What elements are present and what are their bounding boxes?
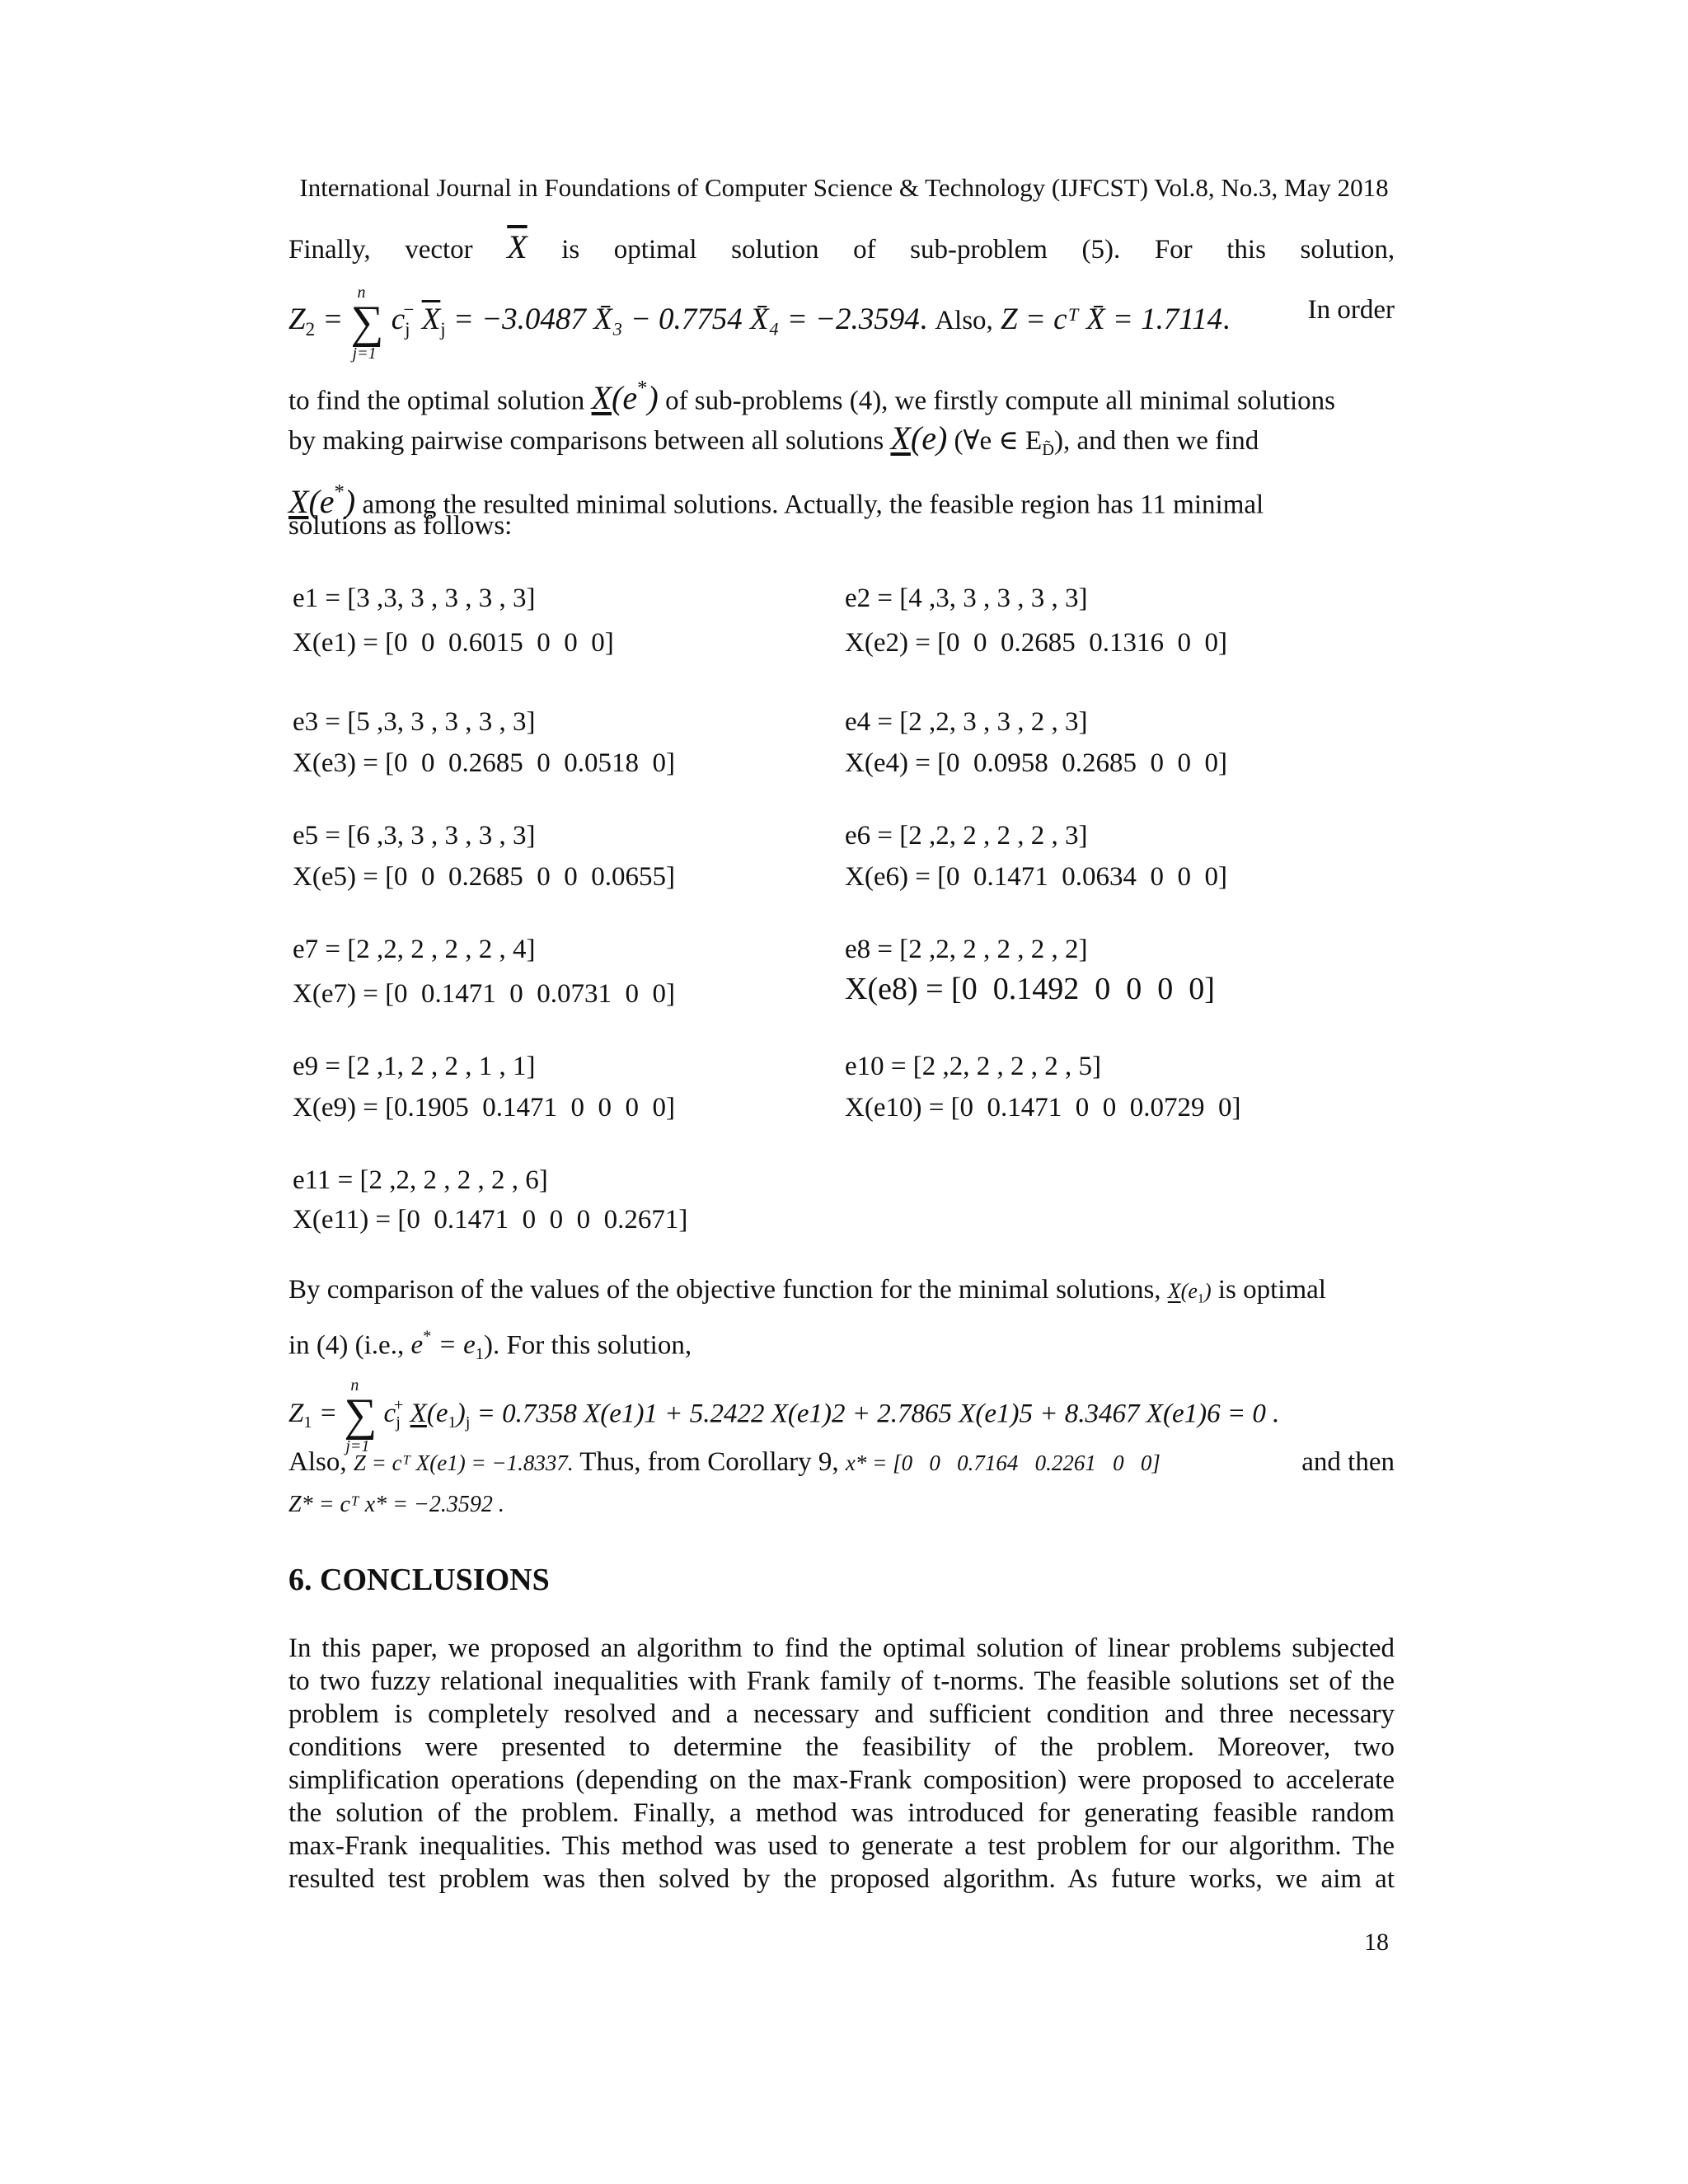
- solution-x9: X(e9) = [0.1905 0.1471 0 0 0 0]: [293, 1093, 676, 1122]
- comparison-line-2: in (4) (i.e., $e^* = e_1$). For this solution,: [288, 1328, 692, 1364]
- conclusion-line-1: In this paper, we proposed an algorithm to find the optimal solution of linear problems subjected: [288, 1633, 1395, 1663]
- intro-line-1: Finally, vector $\overline{X}$ is optimal solution of sub-problem (5). For this solution,: [288, 228, 1395, 265]
- solution-x10: X(e10) = [0 0.1471 0 0 0.0729 0]: [845, 1093, 1241, 1122]
- solution-x2: X(e2) = [0 0 0.2685 0.1316 0 0]: [845, 628, 1228, 658]
- solution-x1: X(e1) = [0 0 0.6015 0 0 0]: [293, 628, 614, 658]
- solution-e6: e6 = [2 ,2, 2 , 2 , 2 , 3]: [845, 821, 1088, 851]
- section-heading: 6. CONCLUSIONS: [288, 1563, 550, 1597]
- conclusion-line-7: max-Frank inequalities. This method was used to generate a test problem for our algorithm. The: [288, 1831, 1395, 1861]
- solution-x8: X(e8) = [0 0.1492 0 0 0 0]: [845, 972, 1215, 1006]
- comparison-line-1: By comparison of the values of the objective function for the minimal solutions, $X(e_1)$ is optimal: [288, 1275, 1326, 1306]
- conclusion-line-6: the solution of the problem. Finally, a method was introduced for generating feasible random: [288, 1798, 1395, 1828]
- summation-symbol: ∑ n j=1: [344, 1376, 377, 1456]
- intro-line-5: X(e*) among the resulted minimal solutions. Actually, the feasible region has 11 minimal: [288, 481, 1264, 521]
- solution-e2: e2 = [4 ,3, 3 , 3 , 3 , 3]: [845, 583, 1088, 613]
- z1-expression: = 0.7358 X(e1)1 + 5.2422 X(e1)2 + 2.7865 X(e1)5 + 8.3467 X(e1)6 = 0 .: [476, 1399, 1280, 1429]
- summation-symbol: ∑ n j=1: [350, 284, 384, 363]
- intro-line-4: by making pairwise comparisons between all solutions X(e) (∀e ∈ $E_{D̃}$), and then we find: [288, 419, 1259, 460]
- solution-e9: e9 = [2 ,1, 2 , 2 , 1 , 1]: [293, 1052, 536, 1081]
- z2-equation-line: $Z_2$ = ∑ n j=1 $c_j^-$ $\overline{X}_j = -3.0487$ X̄₃ − 0.7754 X̄₄ = −2.3594. Also, Z = cᵀ X̄ = 1.7114. In order: [288, 284, 1395, 363]
- x-bar-symbol: $\overline{X}$: [507, 228, 528, 265]
- solution-e5: e5 = [6 ,3, 3 , 3 , 3 , 3]: [293, 821, 536, 851]
- section-title: CONCLUSIONS: [320, 1563, 550, 1597]
- solution-e11: e11 = [2 ,2, 2 , 2 , 2 , 6]: [293, 1165, 548, 1195]
- solution-x6: X(e6) = [0 0.1471 0.0634 0 0 0]: [845, 862, 1228, 892]
- solution-e3: e3 = [5 ,3, 3 , 3 , 3 , 3]: [293, 707, 536, 737]
- conclusion-line-4: conditions were presented to determine the feasibility of the problem. Moreover, two: [288, 1732, 1395, 1762]
- solution-x4: X(e4) = [0 0.0958 0.2685 0 0 0]: [845, 748, 1228, 778]
- solution-e4: e4 = [2 ,2, 3 , 3 , 2 , 3]: [845, 707, 1088, 737]
- solution-x5: X(e5) = [0 0 0.2685 0 0 0.0655]: [293, 862, 676, 892]
- comparison-also-line: Also, Z = cᵀ X(e1) = −1.8337. Thus, from Corollary 9, x* = [0 0 0.7164 0.2261 0 0] and then: [288, 1447, 1395, 1477]
- conclusion-line-2: to two fuzzy relational inequalities with Frank family of t-norms. The feasible solutions set of the: [288, 1666, 1395, 1696]
- running-header: International Journal in Foundations of Computer Science & Technology (IJFCST) Vol.8, No.3, May 2018: [299, 173, 1389, 202]
- zstar-line: Z* = cᵀ x* = −2.3592 .: [288, 1492, 504, 1517]
- solution-e8: e8 = [2 ,2, 2 , 2 , 2 , 2]: [845, 935, 1088, 964]
- solution-x11: X(e11) = [0 0.1471 0 0 0 0.2671]: [293, 1205, 688, 1235]
- solution-e7: e7 = [2 ,2, 2 , 2 , 2 , 4]: [293, 935, 536, 964]
- intro-line-6: solutions as follows:: [288, 511, 513, 541]
- intro-line-3: to find the optimal solution X(e*) of sub-problems (4), we firstly compute all minimal solutions: [288, 377, 1336, 417]
- z-expression: Z = cᵀ X̄ = 1.7114: [1001, 302, 1223, 337]
- conclusion-line-8: resulted test problem was then solved by the proposed algorithm. As future works, we aim at: [288, 1864, 1395, 1894]
- page-number: 18: [1364, 1929, 1389, 1956]
- z1-equation-line: $Z_1$ = ∑ n j=1 $c_j^+$ $X(e_1)_j = 0.7358$ X(e1)1 + 5.2422 X(e1)2 + 2.7865 X(e1)5 + 8.3467 X(e1)6 = 0 .: [288, 1376, 1280, 1456]
- solution-x7: X(e7) = [0 0.1471 0 0.0731 0 0]: [293, 979, 676, 1009]
- solution-e1: e1 = [3 ,3, 3 , 3 , 3 , 3]: [293, 583, 536, 613]
- z2-expression: = −3.0487 X̄₃ − 0.7754 X̄₄ = −2.3594: [452, 302, 920, 337]
- conclusion-line-3: problem is completely resolved and a necessary and sufficient condition and three necessary: [288, 1699, 1395, 1729]
- solution-e10: e10 = [2 ,2, 2 , 2 , 2 , 5]: [845, 1052, 1101, 1081]
- conclusion-line-5: simplification operations (depending on the max-Frank composition) were proposed to accelerate: [288, 1765, 1395, 1795]
- solution-x3: X(e3) = [0 0 0.2685 0 0.0518 0]: [293, 748, 676, 778]
